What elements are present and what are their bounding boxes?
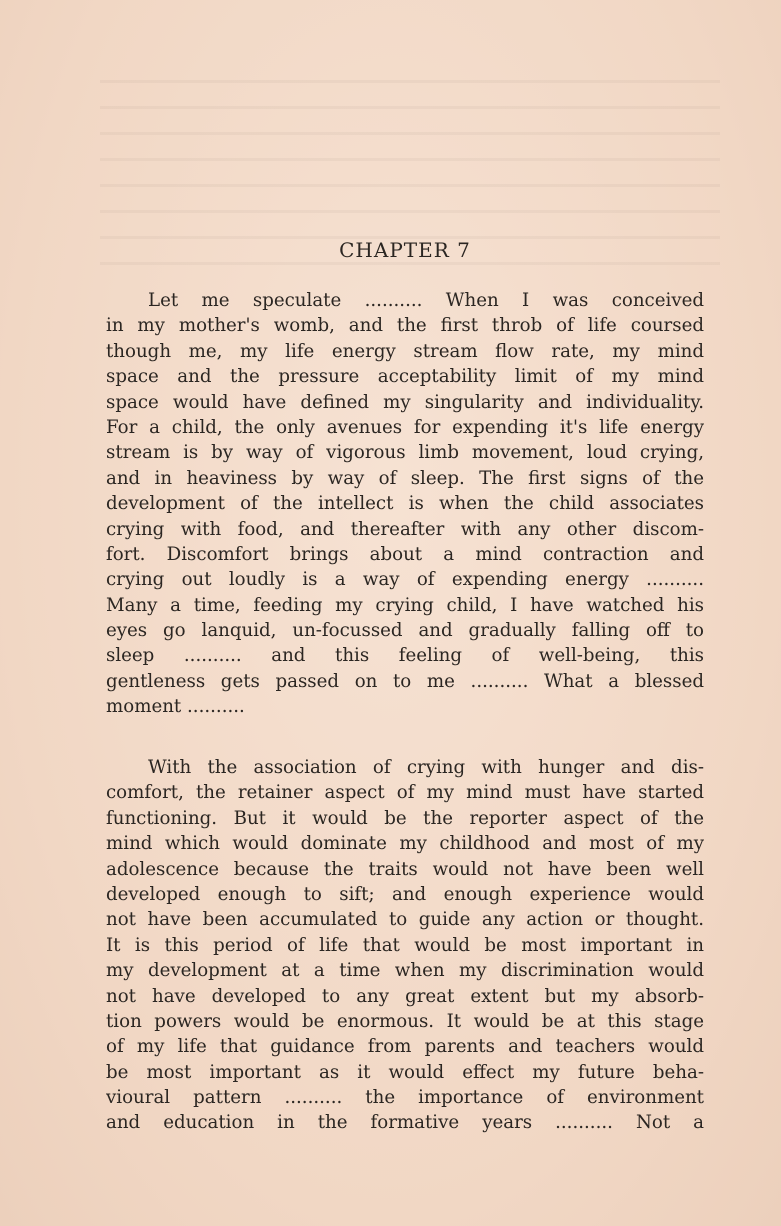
text-line: mind which would dominate my childhood and most of my (106, 833, 704, 855)
paragraph-1 (106, 288, 704, 720)
text-line: gentleness gets passed on to me .......... What a blessed (106, 670, 704, 692)
text-line: With the association of crying with hunger and dis- (148, 757, 704, 778)
text-line: and education in the formative years .......... Not a (106, 1112, 704, 1134)
text-line: For a child, the only avenues for expending it's life energy (106, 416, 704, 438)
text-line: vioural pattern .......... the importance of environment (106, 1087, 704, 1109)
text-line: functioning. But it would be the reporter aspect of the (106, 807, 704, 829)
text-line: space and the pressure acceptability limit of my mind (106, 366, 704, 388)
text-line: comfort, the retainer aspect of my mind must have started (106, 782, 704, 804)
text-line: It is this period of life that would be most important in (106, 934, 704, 956)
text-line: developed enough to sift; and enough experience would (106, 883, 704, 905)
text-line: Let me speculate .......... When I was conceived (148, 290, 704, 311)
text-line: my development at a time when my discrimination would (106, 960, 704, 982)
text-line: sleep .......... and this feeling of well-being, this (106, 645, 704, 667)
text-line: not have been accumulated to guide any action or thought. (106, 909, 704, 931)
text-line: of my life that guidance from parents and teachers would (106, 1036, 704, 1058)
text-line: though me, my life energy stream flow rate, my mind (106, 340, 704, 362)
text-line: space would have defined my singularity and individuality. (106, 391, 704, 413)
text-line: tion powers would be enormous. It would be at this stage (106, 1010, 704, 1032)
text-line: eyes go lanquid, un-focussed and gradually falling off to (106, 620, 704, 642)
chapter-heading: CHAPTER 7 (339, 238, 471, 262)
text-line: moment .......... (106, 696, 245, 718)
text-line: crying out loudly is a way of expending energy .......... (106, 569, 704, 591)
text-line: not have developed to any great extent but my absorb- (106, 985, 704, 1007)
text-line: adolescence because the traits would not have been well (106, 858, 704, 880)
text-line: be most important as it would effect my future beha- (106, 1061, 704, 1083)
text-line: Many a time, feeding my crying child, I have watched his (106, 594, 704, 616)
text-line: stream is by way of vigorous limb movement, loud crying, (106, 442, 704, 464)
text-line: and in heaviness by way of sleep. The first signs of the (106, 467, 704, 489)
text-line: in my mother's womb, and the first throb of life coursed (106, 315, 704, 337)
text-line: crying with food, and thereafter with any other discom- (106, 518, 704, 540)
paragraph-2 (106, 755, 704, 1136)
text-line: fort. Discomfort brings about a mind contraction and (106, 543, 704, 565)
text-line: development of the intellect is when the child associates (106, 493, 704, 515)
